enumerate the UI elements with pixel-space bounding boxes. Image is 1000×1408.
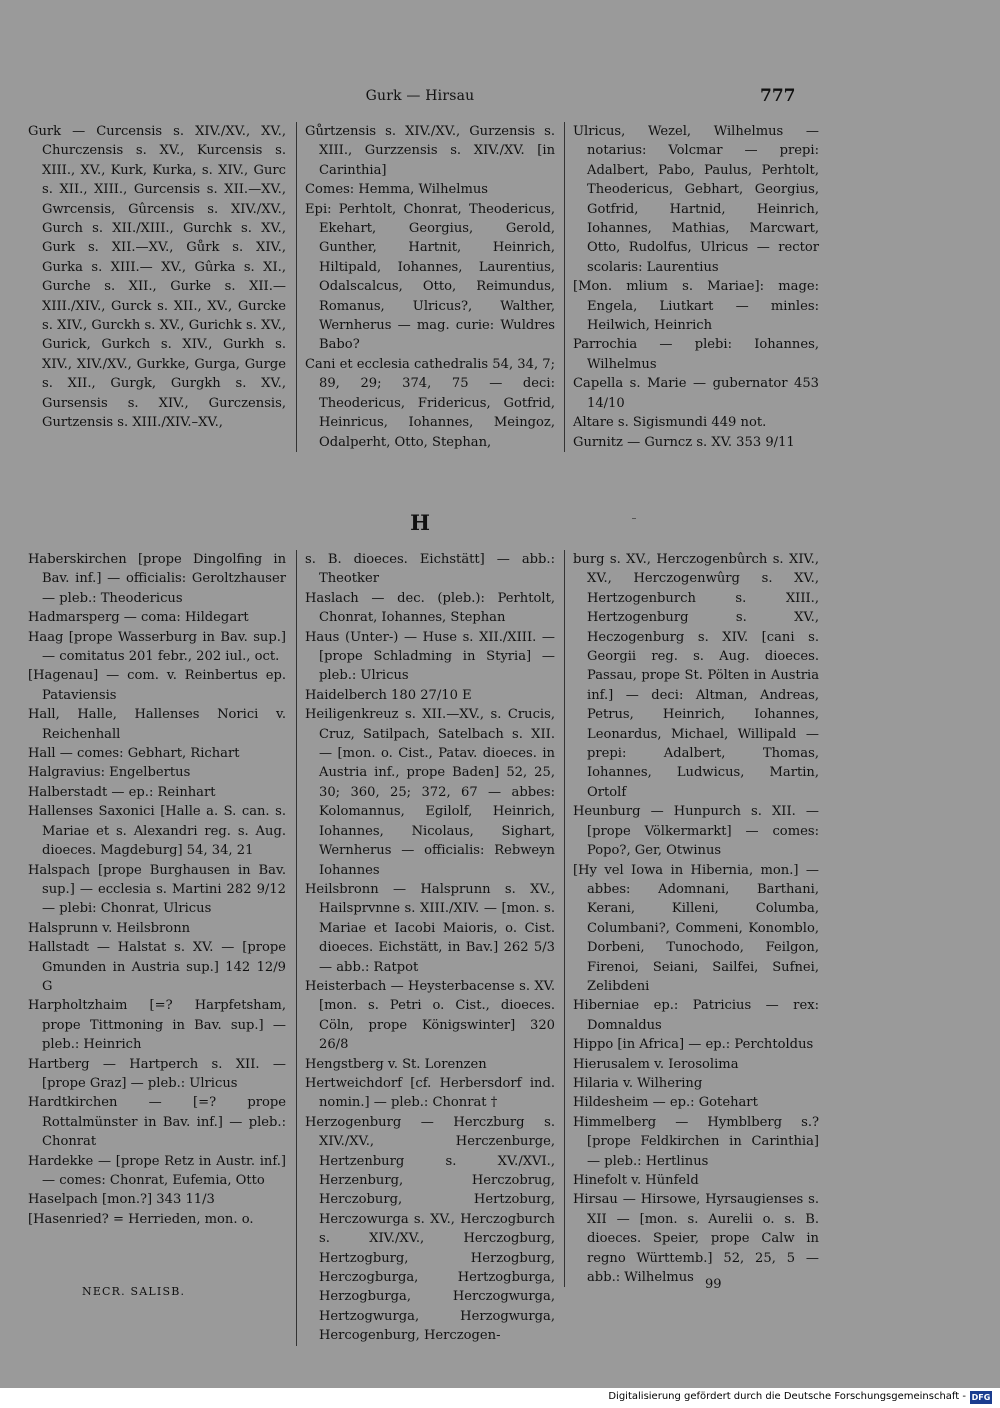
page-number: 777 (760, 86, 796, 106)
entry: Parrochia — plebi: Iohannes, Wilhelmus (573, 337, 819, 372)
entry: Hall, Halle, Hallenses Norici v. Reichenhall (28, 707, 286, 742)
entry: Capella s. Marie — gubernator 453 14/10 (573, 376, 819, 411)
entry: Hertweichdorf [cf. Herbersdorf ind. nomin.] — pleb.: Chonrat † (305, 1075, 555, 1111)
entry: Hardekke — [prope Retz in Austr. inf.] — comes: Chonrat, Eufemia, Otto (28, 1153, 286, 1188)
entry: Gůrtzensis s. XIV./XV., Gurzensis s. XIII., Gurzzensis s. XIV./XV. [in Carinthia] (305, 124, 555, 178)
top-column-3 (564, 122, 819, 452)
entry: Epi: Perhtolt, Chonrat, Theodericus, Ekehart, Georgius, Gerold, Gunther, Hartnit, Heinrich, Hiltipald, Iohannes, Laurentius, Odalscalcus, Otto, Reimundus, Romanus, Ulricus?, Walther, Wernherus — mag. curie: Wuldres Babo? (305, 201, 555, 353)
bottom-column-1 (28, 550, 286, 1229)
bottom-columns (28, 550, 819, 1344)
entry: Hartberg — Hartperch s. XII. — [prope Graz] — pleb.: Ulricus (28, 1056, 286, 1091)
dfg-logo-icon: DFG (971, 1393, 991, 1402)
entry: Halberstadt — ep.: Reinhart (28, 784, 216, 800)
entry: Himmelberg — Hymblberg s.? [prope Feldkirchen in Carinthia] — pleb.: Hertlinus (573, 1114, 819, 1169)
sheet-number: 99 (705, 1277, 722, 1292)
entry: Hinefolt v. Hünfeld (573, 1173, 699, 1188)
entry: Hildesheim — ep.: Gotehart (573, 1095, 758, 1111)
entry: Hallenses Saxonici [Halle a. S. can. s. Mariae et s. Alexandri reg. s. Aug. dioeces. Magdeburg] 54, 34, 21 (28, 804, 286, 859)
entry: Hirsau — Hirsowe, Hyrsaugienses s. XII — [mon. s. Aurelii o. s. B. dioeces. Speier, prope Calw in regno Württemb.] 52, 25, 5 — abb.: Wilhelmus (573, 1192, 819, 1286)
top-column-1 (28, 122, 286, 433)
entry: Haberskirchen [prope Dingolfing in Bav. inf.] — officialis: Geroltzhauser — pleb.: Theodericus (28, 552, 286, 606)
funding-notice: Digitalisierung gefördert durch die Deutsche Forschungsgemeinschaft - (608, 1391, 966, 1402)
entry: s. B. dioeces. Eichstätt] — abb.: Theotker (305, 552, 555, 587)
footer-bar (0, 1388, 1000, 1408)
top-column-2 (296, 122, 555, 452)
entry: Hardtkirchen — [=? prope Rottalmünster in Bav. inf.] — pleb.: Chonrat (28, 1095, 286, 1150)
bottom-column-2 (296, 550, 555, 1346)
entry: Hierusalem v. Ierosolima (573, 1056, 739, 1072)
entry: Gurnitz — Gurncz s. XV. 353 9/11 (573, 434, 795, 450)
entry: Haag [prope Wasserburg in Bav. sup.] — comitatus 201 febr., 202 iul., oct. (28, 629, 286, 665)
entry: Halspach [prope Burghausen in Bav. sup.] — ecclesia s. Martini 282 9/12 — plebi: Chonrat, Ulricus (28, 862, 286, 917)
entry: Heiligenkreuz s. XII.—XV., s. Crucis, Cruz, Satilpach, Satelbach s. XII. — [mon. o. Cist., Patav. dioeces. in Austria inf., prope Baden] 52, 25, 30; 360, 25; 372, 67 — abbes: Kolomannus, Egilolf, Heinrich, Iohannes, Nicolaus, Sighart, Wernherus — officialis: Rebweyn Iohannes (305, 707, 555, 878)
running-head (0, 86, 1000, 110)
entry: [Hasenried? = Herrieden, mon. o. (28, 1211, 254, 1227)
bottom-column-3 (564, 550, 819, 1287)
entry: Hiberniae ep.: Patricius — rex: Domnaldus (573, 998, 819, 1033)
entry: Hilaria v. Wilhering (573, 1075, 703, 1091)
entry: Hallstadt — Halstat s. XV. — [prope Gmunden in Austria sup.] 142 12/9 G (28, 940, 286, 994)
entry: Comes: Hemma, Wilhelmus (305, 182, 489, 198)
entry: Heisterbach — Heysterbacense s. XV. [mon. s. Petri o. Cist., dioeces. Cöln, prope Königswinter] 320 26/8 (305, 978, 555, 1053)
entry: Hengstberg v. St. Lorenzen (305, 1056, 487, 1072)
print-mark (632, 518, 636, 519)
entry: [Mon. mlium s. Mariae]: mage: Engela, Liutkart — minles: Heilwich, Heinrich (573, 279, 819, 334)
entry: Halgravius: Engelbertus (28, 765, 191, 781)
entry: Haselpach [mon.?] 343 11/3 (28, 1192, 215, 1208)
entry: Gurk — Curcensis s. XIV./XV., XV., Churczensis s. XV., Kurcensis s. XIII., XV., Kurk, Kurka, s. XIV., Gurc s. XII., XIII., Gurcensis s. XII.—XV., Gwrcensis, Gûrcensis s. XIV./XV., Gurch s. XII./XIII., Gurchk s. XV., Gurk s. XII.—XV., Gůrk s. XIV., Gurka s. XIII.— XV., Gûrka s. XI., Gurche s. XII., Gurke s. XII.—XIII./XIV., Gurck s. XII., XV., Gurcke s. XIV., Gurckh s. XV., Gurichk s. XV., Gurick, Gurkch s. XIV., Gurkh s. XIV., XIV./XV., Gurkke, Gurga, Gurge s. XII., Gurgk, Gurgkh s. XV., Gursensis s. XIV., Gurczensis, Gurtzensis s. XIII./XIV.–XV., (28, 124, 286, 431)
running-title: Gurk — Hirsau (365, 88, 475, 104)
entry: [Hy vel Iowa in Hibernia, mon.] — abbes: Adomnani, Barthani, Kerani, Killeni, Columba, Columbani?, Commeni, Konomblo, Dorbeni, Tunochodo, Feilgon, Firenoi, Seiani, Sailfei, Sufnei, Zelibdeni (573, 862, 819, 994)
entry: Herzogenburg — Herczburg s. XIV./XV., Herczenburge, Hertzenburg s. XV./XVI., Herzenburg, Herczobrug, Herczoburg, Hertzoburg, Herczowurga s. XV., Herczogburch s. XIV./XV., Herczogburg, Hertzogburg, Herzogburg, Herczogburga, Hertzogburga, Herzogburga, Herczogwurga, Hertzogwurga, Herzogwurga, Hercogenburg, Herczogen- (305, 1114, 555, 1344)
section-letter-heading: H (410, 510, 430, 535)
entry: Ulricus, Wezel, Wilhelmus — notarius: Volcmar — prepi: Adalbert, Pabo, Paulus, Perhtolt, Theodericus, Gebhart, Georgius, Gotfrid, Hartnid, Heinrich, Iohannes, Mathias, Marcwart, Otto, Rudolfus, Ulricus — rector scolaris: Laurentius (573, 124, 819, 275)
entry: Altare s. Sigismundi 449 not. (573, 415, 767, 431)
entry: Cani et ecclesia cathedralis 54, 34, 7; 89, 29; 374, 75 — deci: Theodericus, Fridericus, Gotfrid, Heinricus, Iohannes, Meingoz, Odalperht, Otto, Stephan, (305, 356, 556, 450)
entry: Haus (Unter-) — Huse s. XII./XIII. — [prope Schladming in Styria] — pleb.: Ulricus (305, 629, 555, 684)
entry: Hadmarsperg — coma: Hildegart (28, 610, 249, 626)
top-columns (28, 122, 818, 452)
entry: Halsprunn v. Heilsbronn (28, 920, 191, 936)
entry: Hall — comes: Gebhart, Richart (28, 746, 240, 762)
entry: Heilsbronn — Halsprunn s. XV., Hailsprvnne s. XIII./XIV. — [mon. s. Mariae et Iacobi Maioris, o. Cist. dioeces. Eichstätt, in Bav.] 262 5/3 — abb.: Ratpot (305, 881, 555, 975)
entry: [Hagenau] — com. v. Reinbertus ep. Pataviensis (28, 668, 286, 703)
signature-mark: NECR. SALISB. (82, 1285, 186, 1298)
entry: Hippo [in Africa] — ep.: Perchtoldus (573, 1037, 814, 1053)
entry: Haidelberch 180 27/10 E (305, 687, 472, 703)
entry: Heunburg — Hunpurch s. XII. — [prope Völkermarkt] — comes: Popo?, Ger, Otwinus (573, 804, 819, 859)
entry: Haslach — dec. (pleb.): Perhtolt, Chonrat, Iohannes, Stephan (305, 590, 555, 626)
entry: burg s. XV., Herczogenbûrch s. XIV., XV., Herczogenwûrg s. XV., Hertzogenburch s. XIII., Hertzogenburg s. XV., Heczogenburg s. XIV. [cani s. Georgii reg. s. Aug. dioeces. Passau, prope St. Pölten in Austria inf.] — deci: Altman, Andreas, Petrus, Heinrich, Iohannes, Leonardus, Michael, Willipald — prepi: Adalbert, Thomas, Iohannes, Ludwicus, Martin, Ortolf (573, 552, 819, 800)
entry: Harpholtzhaim [=? Harpfetsham, prope Tittmoning in Bav. sup.] — pleb.: Heinrich (28, 998, 286, 1053)
